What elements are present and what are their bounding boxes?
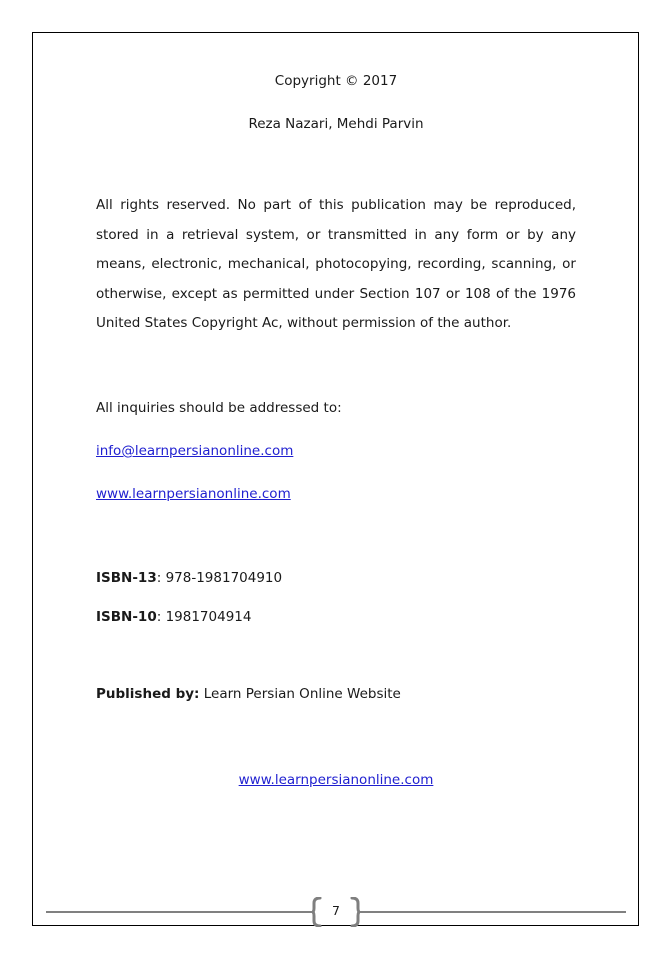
publisher-value: Learn Persian Online Website xyxy=(199,686,401,702)
publisher-label: Published by: xyxy=(96,686,200,702)
copyright-line: Copyright © 2017 xyxy=(274,73,398,89)
page-border xyxy=(32,32,639,926)
isbn10-label: ISBN-10 xyxy=(96,609,157,625)
website-link[interactable]: www.learnpersianonline.com xyxy=(96,486,291,502)
rights-paragraph: All rights reserved. No part of this publication may be reproduced, stored in a retrieval system, or transmitted in any form or by any means, electronic, mechanical, photocopying, recording, scanning, or otherwise, except as permitted under Section 107 or 108 of the 1976 United States Copyright Ac, without permission of the author. xyxy=(96,197,576,331)
isbn10-line xyxy=(96,609,251,625)
footer-rule-right xyxy=(360,911,626,913)
authors-line: Reza Nazari, Mehdi Parvin xyxy=(248,116,424,132)
page-number: 7 xyxy=(332,903,340,918)
email-line xyxy=(96,443,293,459)
isbn13-label: ISBN-13 xyxy=(96,570,157,586)
email-link[interactable]: info@learnpersianonline.com xyxy=(96,443,294,459)
footer-website-line xyxy=(0,772,672,788)
publisher-line xyxy=(96,686,401,702)
isbn13-line xyxy=(96,570,282,586)
website-line xyxy=(96,486,291,502)
isbn13-value: : 978-1981704910 xyxy=(156,570,283,586)
footer-website-link[interactable]: www.learnpersianonline.com xyxy=(238,772,434,788)
footer-rule-left xyxy=(46,911,312,913)
inquiries-label: All inquiries should be addressed to: xyxy=(96,400,342,416)
isbn10-value: : 1981704914 xyxy=(156,609,252,625)
